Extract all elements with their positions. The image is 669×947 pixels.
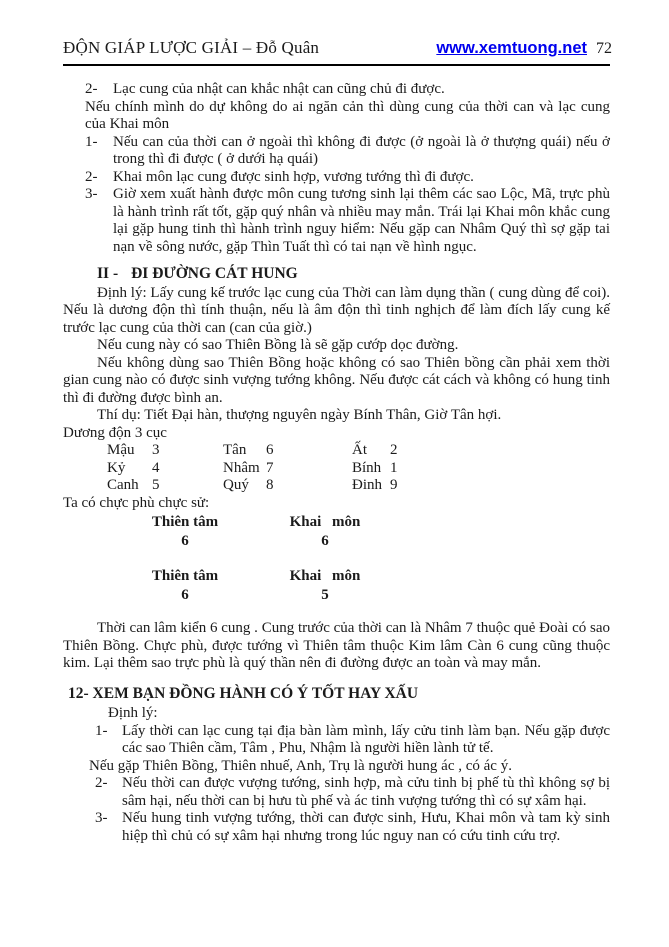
truc-phu-pair xyxy=(265,514,385,551)
paragraph: Nếu chính mình do dự không do ai ngăn cản thì dùng cung của thời can và lạc cung của Khai môn xyxy=(85,98,610,132)
palace-number: 6 xyxy=(181,533,189,549)
list-item-text: Nếu thời can được vượng tướng, sinh hợp, mà cửu tinh bị phế tù thì không sợ bị sâm hại, nếu thời can bị hưu tù phế và ác tinh vượng tướng thì có sự xâm hại. xyxy=(122,775,610,809)
table-cell: Canh xyxy=(107,477,139,493)
truc-phu-group xyxy=(63,568,610,605)
list-marker: 1- xyxy=(85,133,98,150)
truc-phu-group xyxy=(63,514,610,551)
list-marker: 2- xyxy=(85,81,98,97)
truc-phu-intro: Ta có chực phù chực sử: xyxy=(63,494,210,511)
list-item xyxy=(63,134,610,169)
list-item-text: Giờ xem xuất hành được môn cung tương sinh lại thêm các sao Lộc, Mã, trực phù là hành trình rất tốt, gặp quý nhân và nhiều may mắn. Trái lại Khai môn khắc cung lại gặp hung tinh thì hành trình nguy hiểm: Nếu gặp can Nhâm Quý thì sợ gặp tai nạn về sông nước, gặp Thìn Tuất thì có tai nạn về hình ngục. xyxy=(113,186,610,255)
page-number: 72 xyxy=(596,40,612,57)
cuc-line: Dương độn 3 cục xyxy=(63,424,167,441)
table-cell: Kỷ xyxy=(107,459,126,476)
website-link[interactable]: www.xemtuong.net xyxy=(436,39,587,57)
gate-label: Khai môn xyxy=(289,567,361,584)
table-cell: 4 xyxy=(152,459,160,476)
paragraph: Nếu không dùng sao Thiên Bồng hoặc không có sao Thiên bồng cần phải xem thời gian cung nào có được sinh vượng tướng không. Nếu được cát cách và không có hung tinh thì đi đường được bình an. xyxy=(63,354,610,406)
list-item-text: Nếu can của thời can ở ngoài thì không đi được (ở ngoài là ở thượng quái) nếu ở trong thì đi được ( ở dưới hạ quái) xyxy=(113,133,610,167)
list-item-text: Nếu hung tinh vượng tướng, thời can được sinh, Hưu, Khai môn và tam kỳ sinh hiệp thì chủ có sự xâm hại nhưng trong lúc nguy nan có cứu tinh cứu trợ. xyxy=(122,810,610,844)
paragraph: Định lý: Lấy cung kế trước lạc cung của Thời can làm dụng thần ( cung dùng để coi). Nếu là dương độn thì tính thuận, nếu là âm độn thì tinh nghịch để làm đích lấy cung kế trước lạc cung của thời can (can của giờ.) xyxy=(63,284,610,336)
list-item xyxy=(63,81,610,99)
document-title: ĐỘN GIÁP LƯỢC GIẢI – Đỗ Quân xyxy=(63,38,320,57)
dinh-ly-label: Định lý: xyxy=(108,705,158,721)
table-cell: 7 xyxy=(266,459,274,476)
list-item-text: Lấy thời can lạc cung tại địa bàn làm mình, lấy cửu tinh làm bạn. Nếu gặp được các sao Thiên cầm, Tâm , Phu, Nhậm là người hiền lành tử tế. xyxy=(122,722,610,756)
table-cell: 9 xyxy=(390,477,398,493)
list-item xyxy=(63,775,610,810)
list-marker: 3- xyxy=(85,186,98,202)
palace-number: 5 xyxy=(321,586,329,603)
paragraph: Nếu cung này có sao Thiên Bồng là sẽ gặp cướp dọc đường. xyxy=(97,337,459,353)
truc-phu-pair xyxy=(125,514,245,551)
section-numeral: II - xyxy=(97,265,119,282)
list-marker: 1- xyxy=(95,722,108,739)
note-line: Nếu gặp Thiên Bồng, Thiên nhuế, Anh, Trụ là người hung ác , có ác ý. xyxy=(89,757,512,774)
table-cell: Đinh xyxy=(352,477,382,493)
palace-number: 6 xyxy=(321,533,329,549)
list-item-text: Khai môn lạc cung được sinh hợp, vương tướng thì đi được. xyxy=(113,168,474,185)
list-item xyxy=(63,186,610,256)
cuc-table xyxy=(107,442,610,495)
page-header xyxy=(63,38,612,58)
table-cell: Nhâm xyxy=(223,459,260,476)
table-cell: 3 xyxy=(152,442,160,458)
section-heading: 12- XEM BẠN ĐỒNG HÀNH CÓ Ý TỐT HAY XẤU xyxy=(68,684,419,702)
table-cell: 6 xyxy=(266,442,274,458)
star-label: Thiên tâm xyxy=(151,567,219,584)
header-divider xyxy=(63,64,610,66)
table-cell: 2 xyxy=(390,442,398,458)
list-item xyxy=(63,810,610,845)
table-cell: Bính xyxy=(352,459,382,476)
palace-number: 6 xyxy=(181,586,189,603)
table-cell: Quý xyxy=(223,477,249,493)
list-marker: 2- xyxy=(95,775,108,791)
list-item xyxy=(63,169,610,187)
gate-label: Khai môn xyxy=(289,514,361,530)
table-cell: 1 xyxy=(390,459,398,476)
table-cell: 8 xyxy=(266,477,274,493)
paragraph: Thời can lâm kiển 6 cung . Cung trước của thời can là Nhâm 7 thuộc quẻ Đoài có sao Thiên Bồng. Chực phù, được tướng vì Thiên tâm thuộc Kim lâm Càn 6 cung cũng thuộc kim. Lại thêm sao trực phù là quý thần nên đi đường được an toàn và may mắn. xyxy=(63,620,610,671)
list-item-text: Lạc cung của nhật can khắc nhật can cũng chủ đi được. xyxy=(113,81,445,97)
list-marker: 3- xyxy=(95,810,108,826)
truc-phu-pair xyxy=(265,568,385,605)
star-label: Thiên tâm xyxy=(151,514,219,530)
table-cell: Mậu xyxy=(107,442,135,458)
table-cell: Tân xyxy=(223,442,247,458)
list-marker: 2- xyxy=(85,168,98,185)
list-item xyxy=(63,723,610,758)
page-content xyxy=(63,81,610,845)
section-heading-text: ĐI ĐƯỜNG CÁT HUNG xyxy=(131,265,298,282)
truc-phu-pair xyxy=(125,568,245,605)
table-cell: 5 xyxy=(152,477,160,493)
section-heading xyxy=(97,265,610,283)
table-cell: Ất xyxy=(352,442,367,458)
paragraph: Thí dụ: Tiết Đại hàn, thượng nguyên ngày Bính Thân, Giờ Tân hợi. xyxy=(97,407,502,423)
header-right xyxy=(436,39,612,58)
